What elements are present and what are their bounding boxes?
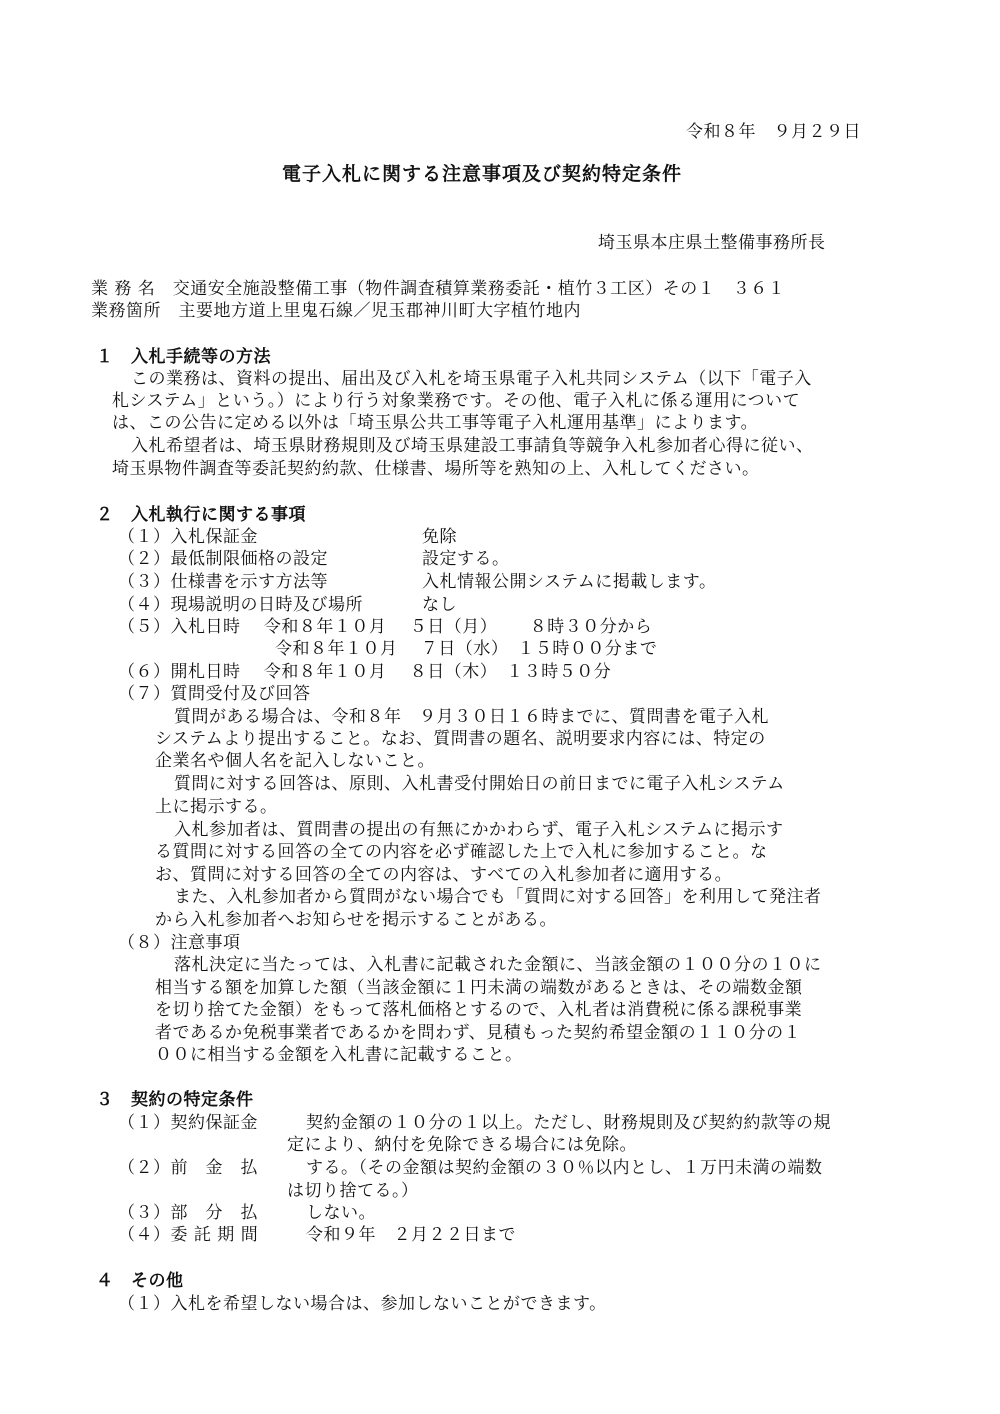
section-1-heading: １ 入札手続等の方法: [96, 347, 271, 367]
section-3-heading: ３ 契約の特定条件: [96, 1090, 254, 1110]
question-line: システムより提出すること。なお、質問書の題名、説明要求内容には、特定の: [155, 729, 766, 749]
question-line: また、入札参加者から質問がない場合でも「質問に対する回答」を利用して発注者: [174, 887, 822, 907]
contract-item-value: 定により、納付を免除できる場合には免除。: [287, 1135, 637, 1155]
question-line: 質問がある場合は、令和８年 ９月３０日１６時までに、質問書を電子入札: [174, 707, 769, 727]
notes-line: を切り捨てた金額）をもって落札価格とするので、入札者は消費税に係る課税事業: [155, 1000, 803, 1020]
item-value: 入札情報公開システムに掲載します。: [422, 572, 717, 592]
contract-item-label: （３）部 分 払: [118, 1203, 258, 1223]
section-2-heading: ２ 入札執行に関する事項: [96, 505, 306, 525]
s1-p2-line: 埼玉県物件調査等委託契約約款、仕様書、場所等を熟知の上、入札してください。: [112, 459, 760, 479]
bid-datetime-end: 令和８年１０月 ７日（水） １５時００分まで: [275, 639, 658, 659]
item-label: （４）現場説明の日時及び場所: [118, 595, 363, 615]
item-label: （２）最低制限価格の設定: [118, 549, 328, 569]
open-datetime: （６）開札日時 令和８年１０月 ８日（木） １３時５０分: [118, 662, 612, 682]
notes-line: 相当する額を加算した額（当該金額に１円未満の端数があるときは、その端数金額: [155, 978, 803, 998]
s1-p1-line: 札システム」という。）により行う対象業務です。その他、電子入札に係る運用について: [112, 391, 801, 411]
question-line: から入札参加者へお知らせを掲示することがある。: [155, 910, 557, 930]
contract-item-value: は切り捨てる。）: [287, 1181, 419, 1201]
contract-item-value: 契約金額の１０分の１以上。ただし、財務規則及び契約約款等の規: [306, 1113, 831, 1133]
contract-item-label: （２）前 金 払: [118, 1158, 258, 1178]
question-line: 企業名や個人名を記入しないこと。: [155, 751, 435, 771]
notes-line: 落札決定に当たっては、入札書に記載された金額に、当該金額の１００分の１０に: [174, 955, 822, 975]
question-line: 質問に対する回答は、原則、入札書受付開始日の前日までに電子入札システム: [174, 774, 785, 794]
notes-line: ００に相当する金額を入札書に記載すること。: [155, 1045, 523, 1065]
notes-line: 者であるか免税事業者であるかを問わず、見積もった契約希望金額の１１０分の１: [155, 1023, 802, 1043]
contract-item-label: （４）委 託 期 間: [118, 1225, 259, 1245]
contract-item-value: する。（その金額は契約金額の３０％以内とし、１万円未満の端数: [306, 1158, 823, 1178]
s1-p2-line: 入札希望者は、埼玉県財務規則及び埼玉県建設工事請負等競争入札参加者心得に従い、: [131, 436, 814, 456]
document-date: 令和８年 ９月２９日: [686, 122, 861, 142]
contract-item-label: （１）契約保証金: [118, 1113, 258, 1133]
question-line: 上に掲示する。: [155, 797, 278, 817]
contract-item-value: しない。: [306, 1203, 376, 1223]
work-name: 業 務 名 交通安全施設整備工事（物件調査積算業務委託・植竹３工区）その１ ３６１: [91, 279, 786, 299]
document-title: 電子入札に関する注意事項及び契約特定条件: [282, 163, 683, 185]
question-line: 入札参加者は、質問書の提出の有無にかかわらず、電子入札システムに掲示す: [174, 820, 784, 840]
question-line: る質問に対する回答の全ての内容を必ず確認した上で入札に参加すること。な: [155, 842, 768, 862]
s1-p1-line: この業務は、資料の提出、届出及び入札を埼玉県電子入札共同システム（以下「電子入: [131, 369, 812, 389]
contract-item-value: 令和９年 ２月２２日まで: [306, 1225, 516, 1245]
item-value: 免除: [422, 527, 457, 547]
issuer: 埼玉県本庄県土整備事務所長: [598, 233, 826, 253]
work-place: 業務箇所 主要地方道上里鬼石線／児玉郡神川町大字植竹地内: [91, 301, 581, 321]
item-label: （１）入札保証金: [118, 527, 258, 547]
item-value: 設定する。: [422, 549, 510, 569]
question-label: （７）質問受付及び回答: [118, 684, 311, 704]
item-value: なし: [422, 595, 457, 615]
item-label: （３）仕様書を示す方法等: [118, 572, 328, 592]
bid-datetime-start: （５）入札日時 令和８年１０月 ５日（月） ８時３０分から: [118, 617, 653, 637]
question-line: お、質問に対する回答の全ての内容は、すべての入札参加者に適用する。: [155, 865, 733, 885]
notes-label: （８）注意事項: [118, 933, 241, 953]
section-4-heading: ４ その他: [96, 1271, 184, 1291]
other-item: （１）入札を希望しない場合は、参加しないことができます。: [118, 1294, 607, 1314]
s1-p1-line: は、この公告に定める以外は「埼玉県公共工事等電子入札運用基準」によります。: [112, 413, 759, 433]
